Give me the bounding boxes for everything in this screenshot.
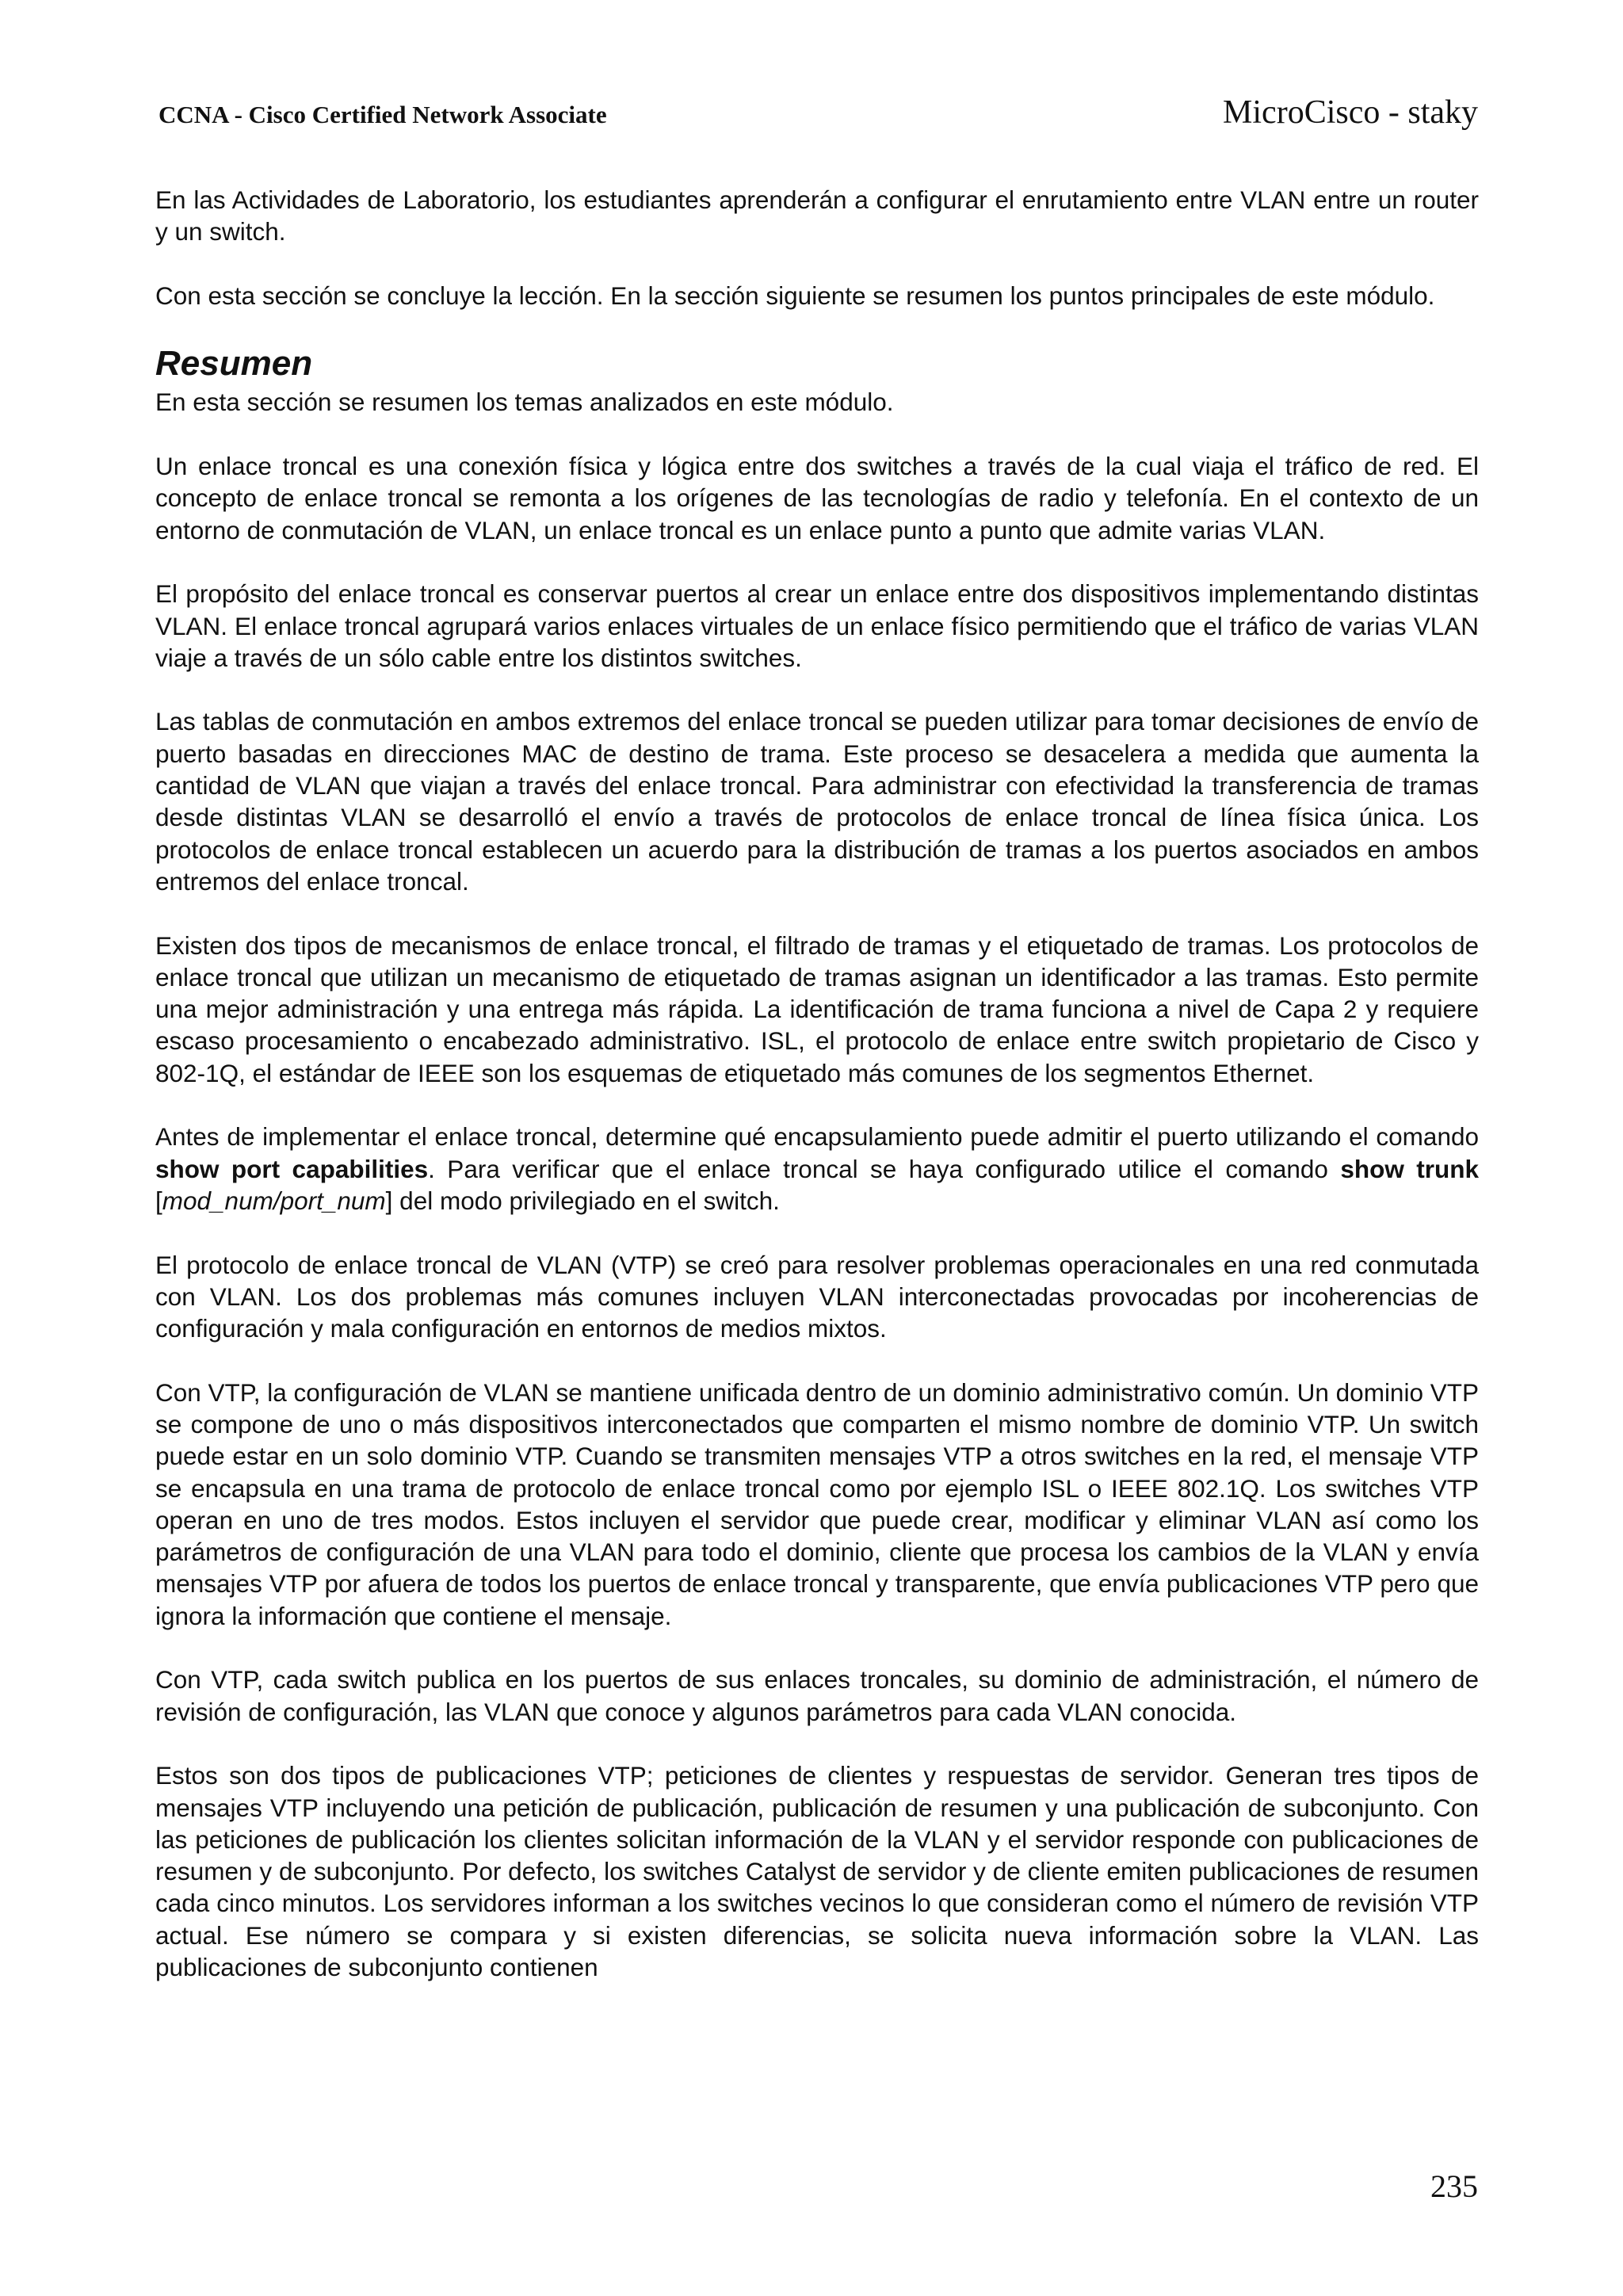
summary-paragraph-5: Existen dos tipos de mecanismos de enlace troncal, el filtrado de tramas y el etiquetado de tramas. Los protocolos de enlace troncal que utilizan un mecanismo de etiquetado de tramas asignan un identificador a las tramas. Esto permite una mejor administración y una entrega más rápida. La identificación de trama funciona a nivel de Capa 2 y requiere escaso procesamiento o encabezado administrativo. ISL, el protocolo de enlace entre switch propietario de Cisco y 802-1Q, el estándar de IEEE son los esquemas de etiquetado más comunes de los segmentos Ethernet. xyxy=(155,930,1479,1087)
command-show-port-capabilities: show port capabilities xyxy=(155,1154,429,1183)
summary-paragraph-1: En esta sección se resumen los temas analizados en este módulo. xyxy=(155,388,894,417)
section-title: Resumen xyxy=(155,344,313,384)
summary-paragraph-2: Un enlace troncal es una conexión física y lógica entre dos switches a través de la cual viaja el tráfico de red. El concepto de enlace troncal se remonta a los orígenes de las tecnologías de radio y telefonía. En el contexto de un entorno de conmutación de VLAN, un enlace troncal es un enlace punto a punto que admite varias VLAN. xyxy=(155,452,1479,544)
summary-paragraph-8: Con VTP, la configuración de VLAN se mantiene unificada dentro de un dominio administrativo común. Un dominio VTP se compone de uno o más dispositivos interconectados que comparten el mismo nombre de dominio VTP. Un switch puede estar en un solo dominio VTP. Cuando se transmiten mensajes VTP a otros switches en la red, el mensaje VTP se encapsula en una trama de protocolo de enlace troncal como por ejemplo ISL o IEEE 802.1Q. Los switches VTP operan en uno de tres modos. Estos incluyen el servidor que puede crear, modificar y eliminar VLAN así como los parámetros de configuración de una VLAN para todo el dominio, cliente que procesa los cambios de la VLAN y envía mensajes VTP por afuera de todos los puertos de enlace troncal y transparente, que envía publicaciones VTP pero que ignora la información que contiene el mensaje. xyxy=(155,1377,1479,1630)
summary-paragraph-4: Las tablas de conmutación en ambos extremos del enlace troncal se pueden utilizar para tomar decisiones de envío de puerto basadas en direcciones MAC de destino de trama. Este proceso se desacelera a medida que aumenta la cantidad de VLAN que viajan a través del enlace troncal. Para administrar con efectividad la transferencia de tramas desde distintas VLAN se desarrolló el envío a través de protocolos de enlace troncal de línea física única. Los protocolos de enlace troncal establecen un acuerdo para la distribución de tramas a los puertos asociados en ambos entremos del enlace troncal. xyxy=(155,707,1479,896)
text-run: ] del modo privilegiado en el switch. xyxy=(385,1186,780,1215)
summary-paragraph-6 xyxy=(155,1121,1479,1217)
summary-paragraph-10: Estos son dos tipos de publicaciones VTP; peticiones de clientes y respuestas de servidor. Generan tres tipos de mensajes VTP incluyendo una petición de publicación, publicación de resumen y una publicación de subconjunto. Con las peticiones de publicación los clientes solicitan información de la VLAN y el servidor responde con publicaciones de resumen y de subconjunto. Por defecto, los switches Catalyst de servidor y de cliente emiten publicaciones de resumen cada cinco minutos. Los servidores informan a los switches vecinos lo que consideran como el número de revisión VTP actual. Ese número se compara y si existen diferencias, se solicita nueva información sobre la VLAN. Las publicaciones de subconjunto contienen xyxy=(155,1761,1479,1982)
summary-paragraph-9: Con VTP, cada switch publica en los puertos de sus enlaces troncales, su dominio de administración, el número de revisión de configuración, las VLAN que conoce y algunos parámetros para cada VLAN conocida. xyxy=(155,1665,1479,1726)
page-header xyxy=(158,94,1478,132)
intro-paragraph-1: En las Actividades de Laboratorio, los estudiantes aprenderán a configurar el enrutamiento entre VLAN entre un router y un switch. xyxy=(155,185,1479,246)
document-body xyxy=(155,184,1479,2015)
text-run: Antes de implementar el enlace troncal, determine qué encapsulamiento puede admitir el puerto utilizando el comando xyxy=(155,1122,1479,1152)
header-title: CCNA - Cisco Certified Network Associate xyxy=(158,101,607,128)
text-run: [ xyxy=(155,1186,162,1215)
summary-paragraph-7: El protocolo de enlace troncal de VLAN (VTP) se creó para resolver problemas operacionales en una red conmutada con VLAN. Los dos problemas más comunes incluyen VLAN interconectadas provocadas por incoherencias de configuración y mala configuración en entornos de medios mixtos. xyxy=(155,1250,1479,1343)
page-number: 235 xyxy=(1430,2168,1478,2204)
header-author: MicroCisco - staky xyxy=(1223,94,1478,131)
summary-paragraph-3: El propósito del enlace troncal es conservar puertos al crear un enlace entre dos dispositivos implementando distintas VLAN. El enlace troncal agrupará varios enlaces virtuales de un enlace físico permitiendo que el tráfico de varias VLAN viaje a través de un sólo cable entre los distintos switches. xyxy=(155,579,1479,672)
intro-paragraph-2: Con esta sección se concluye la lección. En la sección siguiente se resumen los puntos principales de este módulo. xyxy=(155,281,1435,310)
command-argument: mod_num/port_num xyxy=(162,1186,386,1215)
command-show-trunk: show trunk xyxy=(1340,1154,1479,1183)
text-run: . Para verificar que el enlace troncal se haya configurado utilice el comando xyxy=(428,1154,1341,1183)
